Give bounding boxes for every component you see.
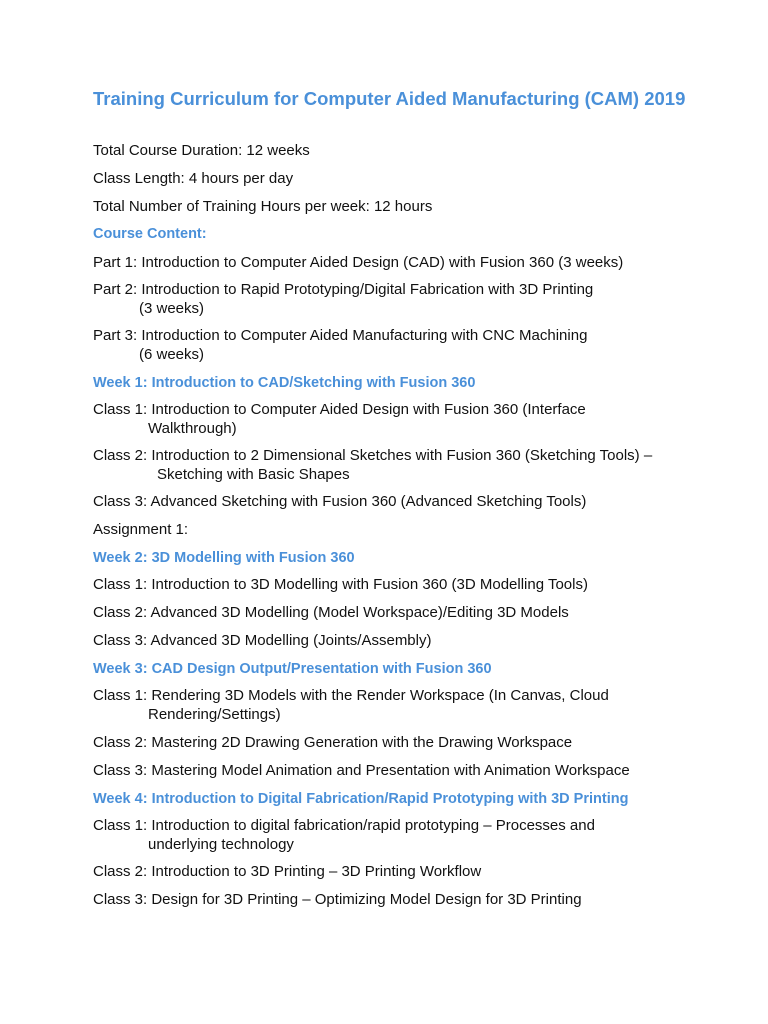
class-text-continued: Rendering/Settings) [148, 705, 281, 723]
week-1-heading: Week 1: Introduction to CAD/Sketching with Fusion 360 [93, 375, 476, 391]
class-text: Class 3: Advanced Sketching with Fusion 360 (Advanced Sketching Tools) [93, 493, 587, 510]
assignment-1 [93, 521, 713, 540]
course-content-heading: Course Content: [93, 226, 207, 242]
assignment-text: Assignment 1: [93, 521, 189, 538]
class-text: Class 3: Advanced 3D Modelling (Joints/Assembly) [93, 632, 432, 649]
class-text-continued: Sketching with Basic Shapes [157, 465, 350, 483]
class-text: Class 2: Advanced 3D Modelling (Model Workspace)/Editing 3D Models [93, 604, 569, 621]
part-text: Part 3: Introduction to Computer Aided Manufacturing with CNC Machining [93, 327, 588, 344]
class-text: Class 2: Mastering 2D Drawing Generation with the Drawing Workspace [93, 734, 573, 751]
class-text: Class 3: Design for 3D Printing – Optimizing Model Design for 3D Printing [93, 891, 582, 908]
week-2-heading: Week 2: 3D Modelling with Fusion 360 [93, 550, 355, 566]
week-3-class-2 [93, 734, 713, 753]
week-1-class-1 [93, 401, 713, 438]
class-text: Class 1: Introduction to Computer Aided Design with Fusion 360 (Interface [93, 401, 586, 418]
course-duration: Total Course Duration: 12 weeks [93, 142, 310, 159]
week-3-class-1 [93, 687, 713, 724]
week-3-class-3 [93, 762, 713, 781]
part-text: Part 1: Introduction to Computer Aided Design (CAD) with Fusion 360 (3 weeks) [93, 254, 624, 271]
week-3-heading: Week 3: CAD Design Output/Presentation with Fusion 360 [93, 661, 492, 677]
class-length: Class Length: 4 hours per day [93, 170, 294, 187]
class-text-continued: underlying technology [148, 835, 294, 853]
part-duration: (6 weeks) [139, 345, 205, 363]
class-text-continued: Walkthrough) [148, 419, 237, 437]
part-text: Part 2: Introduction to Rapid Prototyping/Digital Fabrication with 3D Printing [93, 281, 594, 298]
week-2-class-3 [93, 632, 713, 651]
class-text: Class 1: Introduction to digital fabrication/rapid prototyping – Processes and [93, 817, 595, 834]
week-2-class-2 [93, 604, 713, 623]
part-duration: (3 weeks) [139, 299, 205, 317]
class-text: Class 2: Introduction to 3D Printing – 3D Printing Workflow [93, 863, 482, 880]
week-1-class-2 [93, 447, 713, 484]
class-text: Class 1: Introduction to 3D Modelling with Fusion 360 (3D Modelling Tools) [93, 576, 588, 593]
class-text: Class 2: Introduction to 2 Dimensional Sketches with Fusion 360 (Sketching Tools) – [93, 447, 653, 464]
week-4-heading: Week 4: Introduction to Digital Fabrication/Rapid Prototyping with 3D Printing [93, 791, 629, 807]
part-2 [93, 281, 713, 318]
week-4-class-3 [93, 891, 713, 910]
week-4-class-1 [93, 817, 713, 854]
week-1-class-3 [93, 493, 713, 512]
class-text: Class 1: Rendering 3D Models with the Render Workspace (In Canvas, Cloud [93, 687, 609, 704]
part-1 [93, 254, 713, 273]
week-4-class-2 [93, 863, 713, 882]
part-3 [93, 327, 713, 364]
class-text: Class 3: Mastering Model Animation and Presentation with Animation Workspace [93, 762, 630, 779]
training-hours: Total Number of Training Hours per week: 12 hours [93, 198, 433, 215]
document-title: Training Curriculum for Computer Aided Manufacturing (CAM) 2019 [93, 88, 686, 109]
week-2-class-1 [93, 576, 713, 595]
